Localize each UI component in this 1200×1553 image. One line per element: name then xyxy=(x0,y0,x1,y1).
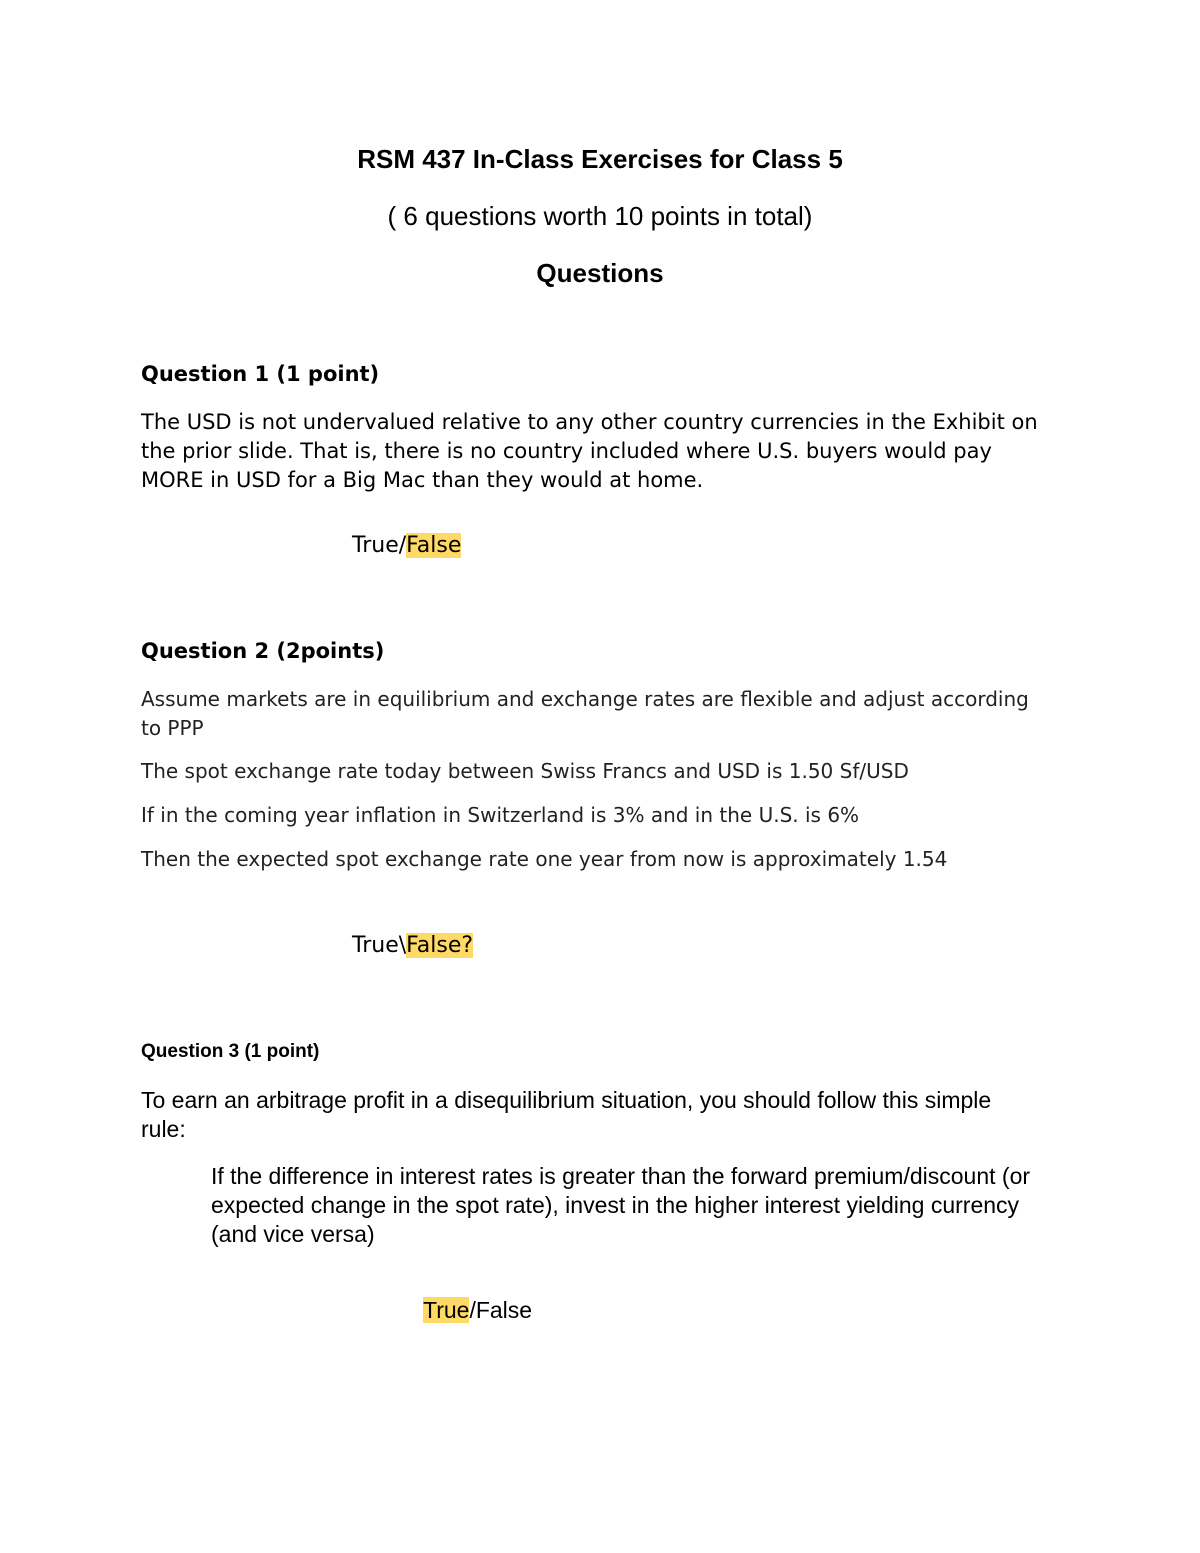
answer-separator: / xyxy=(469,1297,476,1323)
answer-separator: / xyxy=(398,533,407,558)
answer-true: True xyxy=(352,933,399,958)
question-2-line-3: If in the coming year inflation in Switzerland is 3% and in the U.S. is 6% xyxy=(141,803,860,827)
question-3-rule: If the difference in interest rates is greater than the forward premium/discount (or expected change in the spot rate), invest in the higher interest yielding currency (and vice versa) xyxy=(211,1163,1031,1247)
question-1-body: The USD is not undervalued relative to any other country currencies in the Exhibit on the prior slide. That is, there is no country included where U.S. buyers would pay MORE in USD for a Big Mac than they would at home. xyxy=(141,410,1038,492)
answer-separator: \ xyxy=(398,933,407,958)
answer-true-highlighted: True xyxy=(423,1297,470,1323)
answer-false-highlighted: False? xyxy=(406,933,474,958)
question-3-answer xyxy=(423,1297,532,1324)
question-2-line-4: Then the expected spot exchange rate one year from now is approximately 1.54 xyxy=(141,847,948,871)
page-subtitle: ( 6 questions worth 10 points in total) xyxy=(387,201,813,231)
answer-true: True xyxy=(352,533,399,558)
answer-false: False xyxy=(475,1297,533,1323)
question-2-line-1: Assume markets are in equilibrium and exchange rates are flexible and adjust according to PPP xyxy=(141,687,1029,740)
question-3-body: To earn an arbitrage profit in a disequilibrium situation, you should follow this simple rule: xyxy=(141,1087,992,1142)
question-1-answer xyxy=(352,533,461,558)
answer-false-highlighted: False xyxy=(406,533,462,558)
section-heading: Questions xyxy=(536,258,664,288)
question-2-line-2: The spot exchange rate today between Swiss Francs and USD is 1.50 Sf/USD xyxy=(141,759,909,783)
question-3-heading: Question 3 (1 point) xyxy=(141,1041,320,1062)
page-title: RSM 437 In-Class Exercises for Class 5 xyxy=(357,144,843,174)
question-1-heading: Question 1 (1 point) xyxy=(141,362,380,386)
question-2-answer xyxy=(352,933,473,958)
question-2-heading: Question 2 (2points) xyxy=(141,639,385,663)
